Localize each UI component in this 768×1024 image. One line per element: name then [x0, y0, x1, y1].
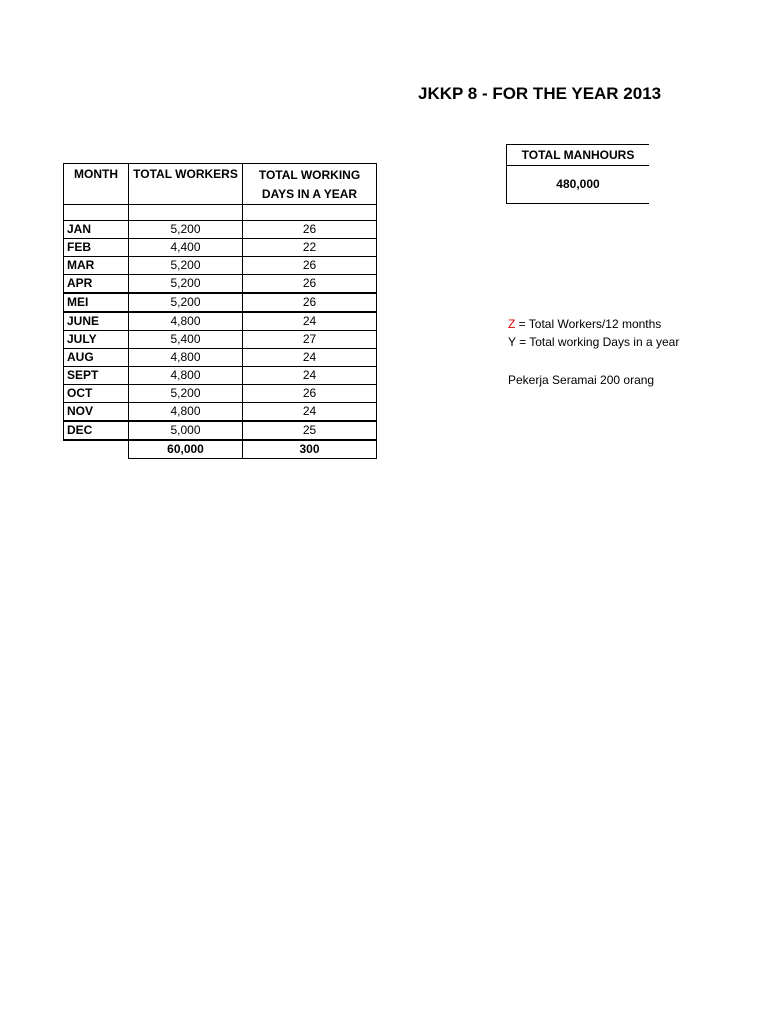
- monthly-workers-table: [63, 163, 377, 459]
- spacer: [508, 351, 679, 371]
- workers-cell: 5,400: [129, 331, 243, 349]
- days-cell: 26: [243, 275, 377, 294]
- totals-label-cell: [64, 440, 129, 459]
- workers-cell: 5,200: [129, 257, 243, 275]
- workers-cell: 4,800: [129, 349, 243, 367]
- month-cell: SEPT: [64, 367, 129, 385]
- z-formula-line: [508, 315, 679, 333]
- month-cell: OCT: [64, 385, 129, 403]
- table-row: [64, 275, 377, 294]
- month-cell: JULY: [64, 331, 129, 349]
- workers-cell: 4,800: [129, 312, 243, 331]
- header-days-line1: TOTAL WORKING: [258, 168, 361, 182]
- table-row: [64, 312, 377, 331]
- header-total-working-days: [243, 164, 377, 205]
- table-row: [64, 367, 377, 385]
- workers-cell: 5,200: [129, 293, 243, 312]
- header-days-line2: DAYS IN A YEAR: [261, 187, 358, 201]
- table-row: [64, 239, 377, 257]
- table-row: [64, 349, 377, 367]
- month-cell: APR: [64, 275, 129, 294]
- workers-cell: 5,200: [129, 385, 243, 403]
- header-month: MONTH: [64, 164, 129, 205]
- total-manhours-label: TOTAL MANHOURS: [507, 145, 649, 166]
- total-days-cell: 300: [243, 440, 377, 459]
- formula-notes: [508, 315, 679, 389]
- z-formula-text: = Total Workers/12 months: [515, 317, 662, 331]
- days-cell: 26: [243, 257, 377, 275]
- workers-cell: 4,400: [129, 239, 243, 257]
- workers-cell: 5,000: [129, 421, 243, 440]
- month-cell: NOV: [64, 403, 129, 422]
- month-cell: AUG: [64, 349, 129, 367]
- table-row: [64, 403, 377, 422]
- days-cell: 24: [243, 312, 377, 331]
- blank-cell: [129, 205, 243, 221]
- month-cell: JUNE: [64, 312, 129, 331]
- y-formula-line: Y = Total working Days in a year: [508, 335, 680, 349]
- totals-row: [64, 440, 377, 459]
- pekerja-note: Pekerja Seramai 200 orang: [508, 373, 655, 387]
- table-row: [64, 293, 377, 312]
- month-cell: DEC: [64, 421, 129, 440]
- table-row: [64, 331, 377, 349]
- blank-row: [64, 205, 377, 221]
- table-header-row: [64, 164, 377, 205]
- workers-cell: 5,200: [129, 221, 243, 239]
- days-cell: 26: [243, 221, 377, 239]
- workers-cell: 4,800: [129, 403, 243, 422]
- month-cell: JAN: [64, 221, 129, 239]
- blank-cell: [243, 205, 377, 221]
- total-workers-cell: 60,000: [129, 440, 243, 459]
- header-total-workers: TOTAL WORKERS: [129, 164, 243, 205]
- month-cell: FEB: [64, 239, 129, 257]
- workers-cell: 4,800: [129, 367, 243, 385]
- days-cell: 26: [243, 385, 377, 403]
- days-cell: 26: [243, 293, 377, 312]
- page-title: JKKP 8 - FOR THE YEAR 2013: [418, 84, 662, 103]
- total-manhours-value: 480,000: [556, 177, 600, 191]
- days-cell: 25: [243, 421, 377, 440]
- table-row: [64, 257, 377, 275]
- workers-cell: 5,200: [129, 275, 243, 294]
- table-row: [64, 385, 377, 403]
- blank-cell: [64, 205, 129, 221]
- month-cell: MEI: [64, 293, 129, 312]
- z-letter: Z: [508, 317, 516, 331]
- table-row: [64, 421, 377, 440]
- days-cell: 22: [243, 239, 377, 257]
- days-cell: 24: [243, 367, 377, 385]
- days-cell: 24: [243, 349, 377, 367]
- total-manhours-box: [506, 144, 649, 204]
- month-cell: MAR: [64, 257, 129, 275]
- days-cell: 27: [243, 331, 377, 349]
- table-row: [64, 221, 377, 239]
- days-cell: 24: [243, 403, 377, 422]
